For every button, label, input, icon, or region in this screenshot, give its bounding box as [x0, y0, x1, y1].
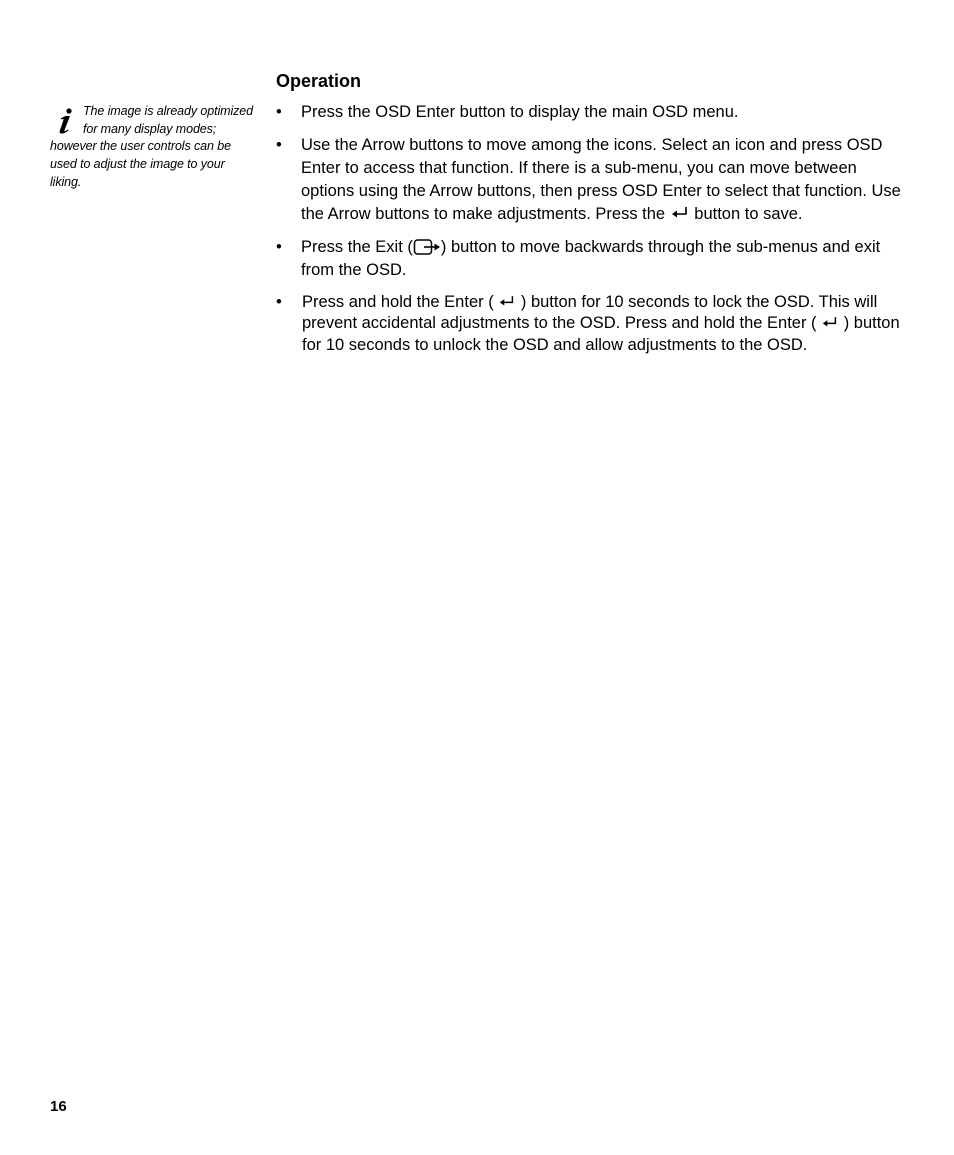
item-text: Use the Arrow buttons to move among the icons. Select an icon and press OSD Enter to access that function. If there is a sub-menu, you can move between options using the Arrow buttons, then press OSD Enter to select that function. Use the Arrow buttons to make adjustments. Press the: [301, 136, 901, 223]
bullet: •: [276, 103, 282, 121]
info-italic-i-icon: [50, 106, 80, 136]
enter-arrow-icon: [821, 315, 839, 330]
item-text: button to save.: [689, 205, 803, 223]
exit-icon: [413, 238, 441, 256]
list-item: [276, 236, 906, 282]
item-text: Press and hold the Enter (: [302, 293, 499, 311]
bullet: •: [276, 238, 282, 256]
section-heading: Operation: [276, 71, 362, 91]
enter-arrow-icon: [498, 294, 516, 309]
enter-arrow-icon: [670, 205, 690, 221]
page-number: 16: [50, 1098, 67, 1115]
item-text: ) button for 10 seconds to lock the OSD. This will prevent accidental adjustments to the OSD. Press and hold the Enter (: [302, 293, 878, 333]
bullet: •: [276, 136, 282, 154]
item-text: Press the OSD Enter button to display the main OSD menu.: [301, 103, 739, 121]
list-item: [276, 134, 906, 226]
info-note: [50, 103, 255, 192]
instruction-list: [276, 101, 906, 366]
info-note-text: The image is already optimized for many display modes; however the user controls can be used to adjust the image to your liking.: [50, 104, 253, 189]
item-text: ) button to move backwards through the sub-menus and exit from the OSD.: [301, 238, 881, 279]
list-item: [276, 292, 902, 356]
item-text: Press the Exit (: [301, 238, 413, 256]
bullet: •: [276, 293, 282, 311]
list-item: [276, 101, 906, 124]
item-text: ) button for 10 seconds to unlock the OSD and allow adjustments to the OSD.: [302, 314, 900, 354]
